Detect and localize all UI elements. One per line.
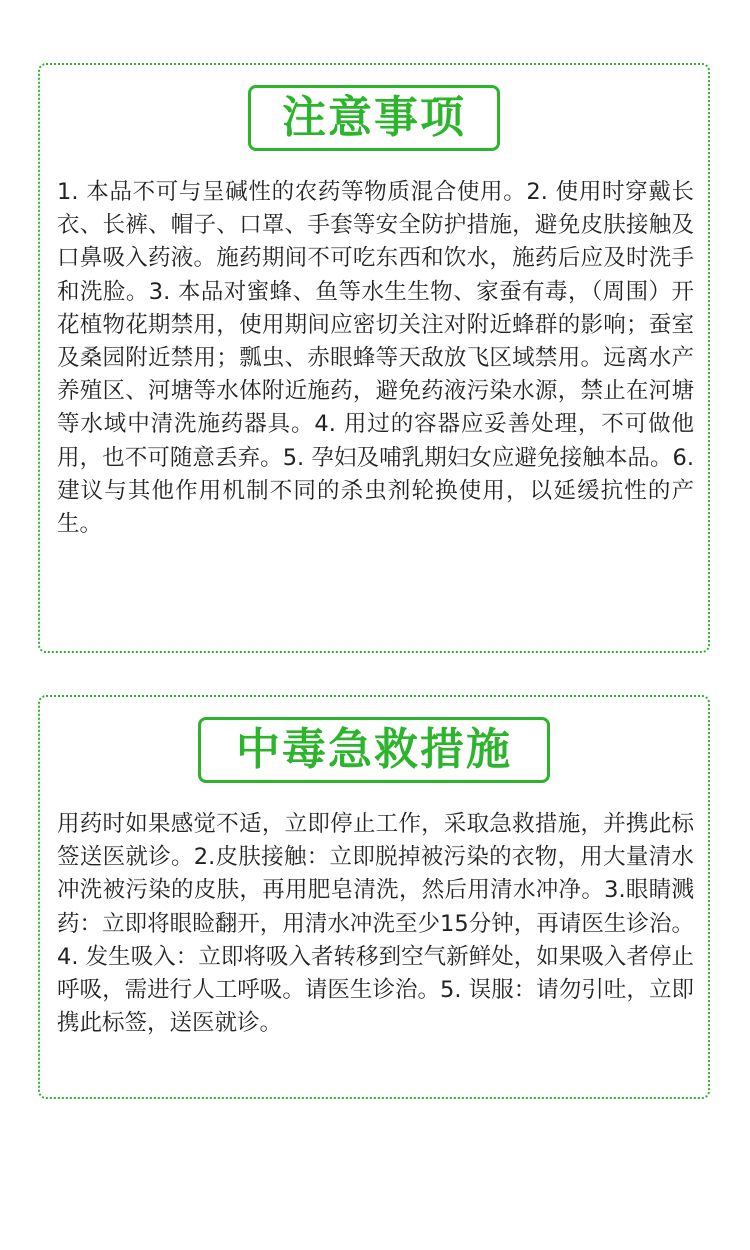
first-aid-title: 中毒急救措施 — [236, 724, 512, 775]
precautions-panel — [38, 63, 710, 653]
first-aid-title-box — [198, 717, 550, 783]
precautions-body: 1. 本品不可与呈碱性的农药等物质混合使用。2. 使用时穿戴长衣、长裤、帽子、口罩、手套等安全防护措施，避免皮肤接触及口鼻吸入药液。施药期间不可吃东西和饮水，施药后应及时洗手和洗脸。3. 本品对蜜蜂、鱼等水生生物、家蚕有毒，（周围）开花植物花期禁用，使用期间应密切关注对附近蜂群的影响；蚕室及桑园附近禁用；瓢虫、赤眼蜂等天敌放飞区域禁用。远离水产养殖区、河塘等水体附近施药，避免药液污染水源，禁止在河塘等水域中清洗施药器具。4. 用过的容器应妥善处理，不可做他用，也不可随意丢弃。5. 孕妇及哺乳期妇女应避免接触本品。6. 建议与其他作用机制不同的杀虫剂轮换使用，以延缓抗性的产生。 — [57, 179, 694, 538]
precautions-title-box — [248, 85, 500, 151]
first-aid-body: 用药时如果感觉不适，立即停止工作，采取急救措施，并携此标签送医就诊。2.皮肤接触：立即脱掉被污染的衣物，用大量清水冲洗被污染的皮肤，再用肥皂清洗，然后用清水冲净。3.眼睛溅药：立即将眼睑翻开，用清水冲洗至少15分钟，再请医生诊治。4. 发生吸入：立即将吸入者转移到空气新鲜处，如果吸入者停止呼吸，需进行人工呼吸。请医生诊治。5. 误服：请勿引吐，立即携此标签，送医就诊。 — [57, 811, 694, 1037]
first-aid-panel — [38, 695, 710, 1099]
precautions-title: 注意事项 — [282, 92, 466, 143]
